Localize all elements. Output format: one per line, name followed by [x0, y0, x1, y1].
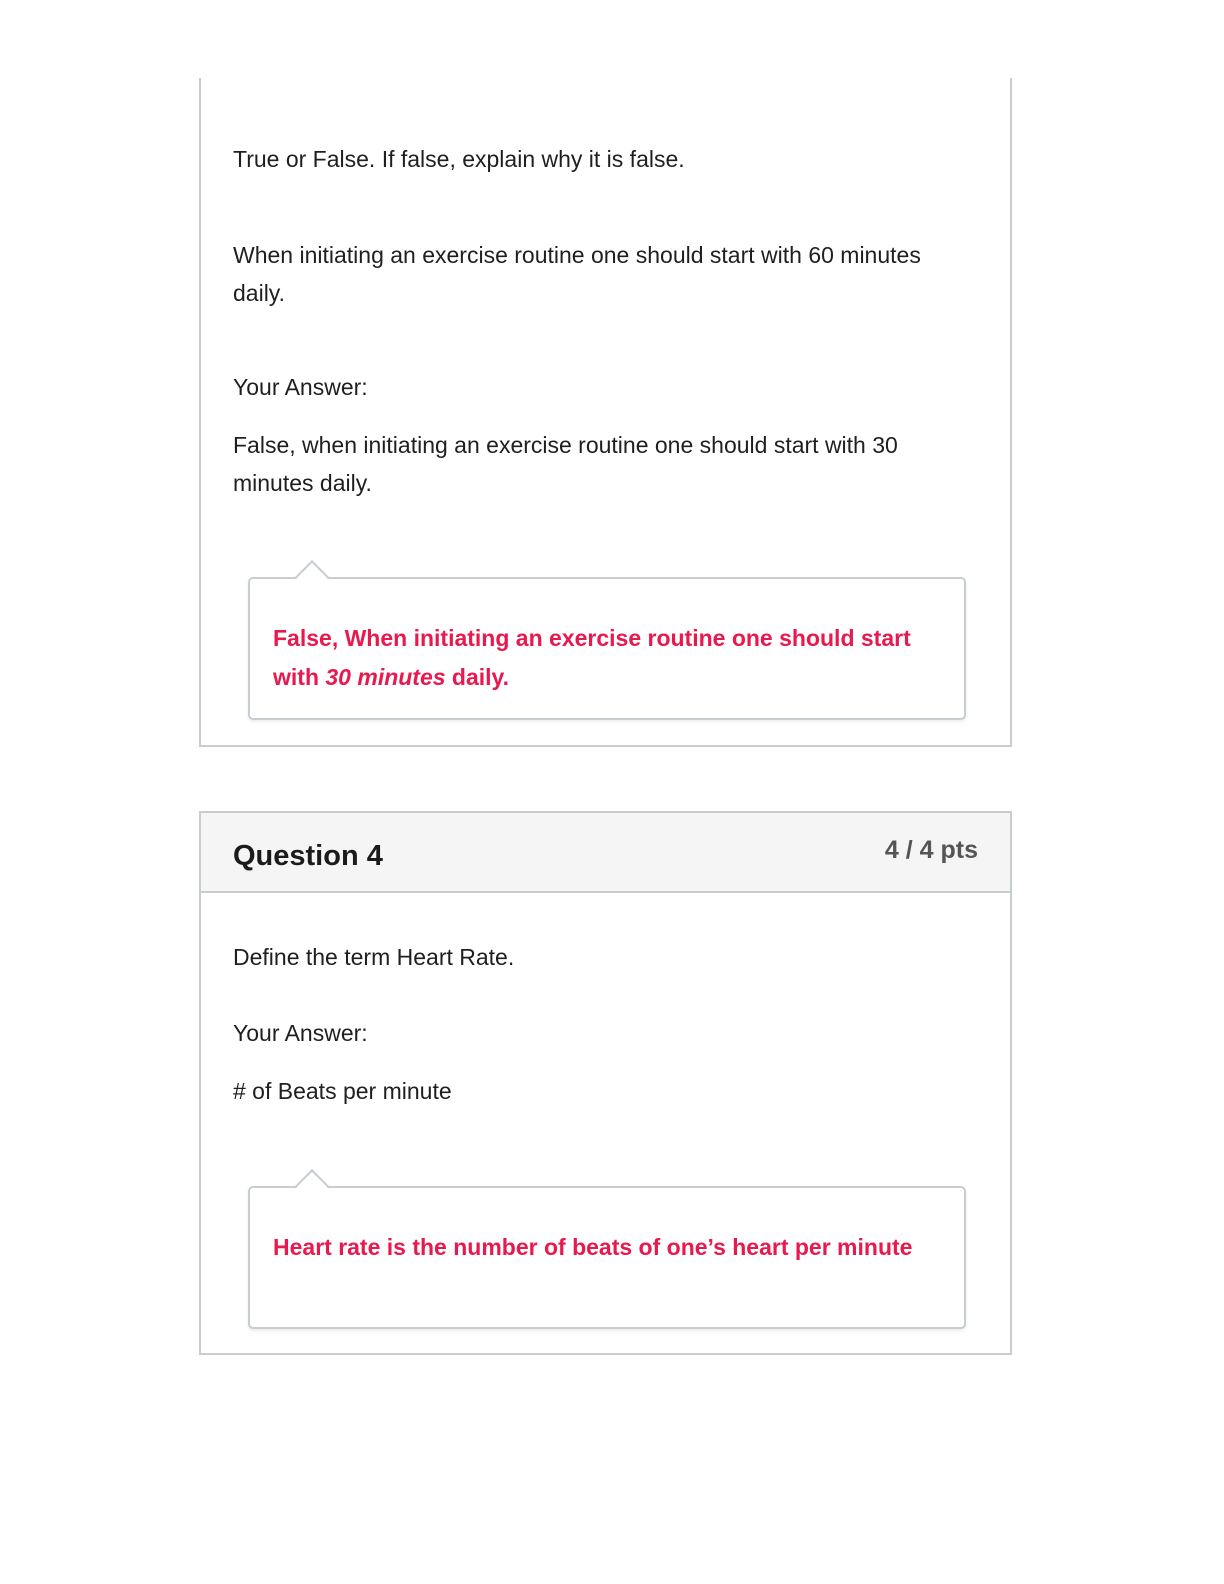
question-3-statement: When initiating an exercise routine one should start with 60 minutes daily. — [233, 242, 921, 306]
question-points: 4 / 4 pts — [884, 836, 978, 864]
question-3-feedback-text: False, When initiating an exercise routine one should start with 30 minutes daily. — [273, 625, 911, 690]
question-4-feedback-text: Heart rate is the number of beats of one’s heart per minute — [273, 1234, 913, 1260]
question-4-card — [199, 811, 1012, 1355]
question-title: Question 4 — [233, 840, 383, 872]
question-4-header — [201, 813, 1010, 893]
question-3-answer: False, when initiating an exercise routine one should start with 30 minutes daily. — [233, 432, 898, 496]
feedback-emphasis: 30 minutes — [325, 664, 446, 690]
question-3-feedback — [248, 577, 966, 720]
question-4-feedback — [248, 1186, 966, 1329]
question-4-answer-label: Your Answer: — [233, 1020, 368, 1046]
feedback-pointer — [295, 1169, 329, 1203]
question-3-card — [199, 78, 1012, 747]
question-4-prompt: Define the term Heart Rate. — [233, 944, 515, 970]
question-3-answer-label: Your Answer: — [233, 374, 368, 400]
question-4-answer: # of Beats per minute — [233, 1078, 452, 1104]
question-3-prompt: True or False. If false, explain why it is false. — [233, 146, 685, 172]
feedback-pointer — [295, 560, 329, 594]
